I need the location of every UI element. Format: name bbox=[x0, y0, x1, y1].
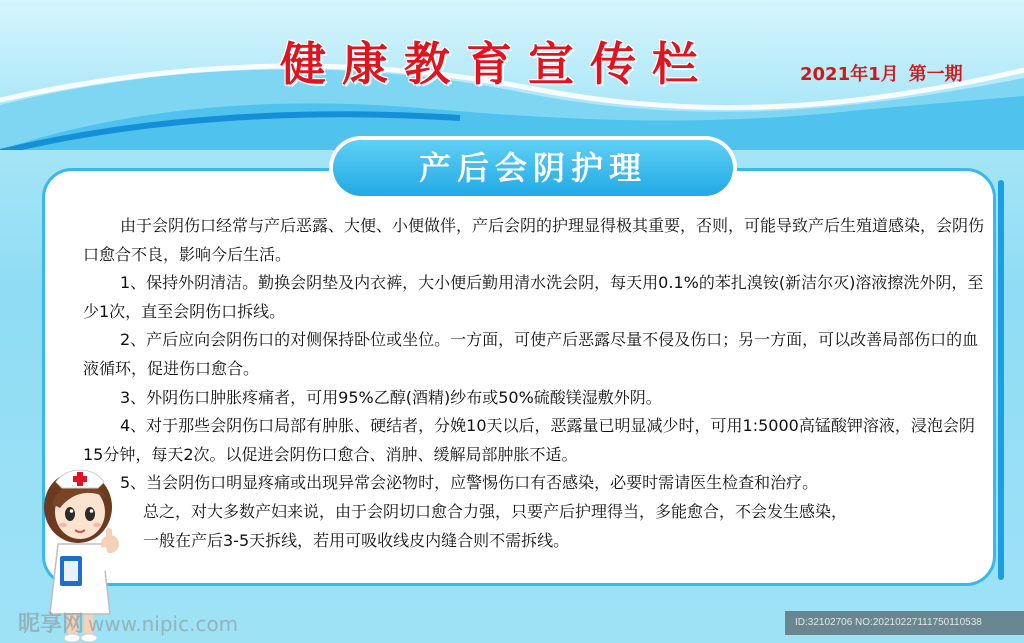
image-id-bar: ID:32102706 NO:20210227111750110538 bbox=[785, 611, 1024, 635]
summary-line: 一般在产后3-5天拆线，若用可吸收线皮内缝合则不需拆线。 bbox=[143, 530, 570, 550]
watermark bbox=[18, 607, 238, 638]
list-item: 5、当会阴伤口明显疼痛或出现异常会泌物时，应警惕伤口有否感染，必要时需请医生检查和治疗。 bbox=[120, 473, 819, 493]
issue-number: 第一期 bbox=[908, 64, 963, 85]
page-title: 健康教育宣传栏 bbox=[280, 37, 714, 91]
issue-date: 2021年1月 bbox=[800, 64, 899, 85]
list-item: 2、产后应向会阴伤口的对侧保持卧位或坐位。一方面，可使产后恶露尽量不侵及伤口；另一方面，可以改善局部伤口的血液循环，促进伤口愈合。 bbox=[83, 330, 979, 378]
header-banner bbox=[0, 0, 1024, 150]
issue-info bbox=[800, 60, 973, 86]
watermark-url: www.nipic.com bbox=[88, 612, 239, 636]
intro-paragraph: 由于会阴伤口经常与产后恶露、大便、小便做伴，产后会阴的护理显得极其重要，否则，可能导致产后生殖道感染，会阴伤口愈合不良，影响今后生活。 bbox=[83, 216, 985, 264]
section-subtitle: 产后会阴护理 bbox=[333, 140, 733, 196]
watermark-logo: 昵享网 bbox=[18, 612, 85, 637]
summary-line: 总之，对大多数产妇来说，由于会阴切口愈合力强，只要产后护理得当，多能愈合，不会发生感染， bbox=[143, 501, 848, 521]
panel-accent-bar bbox=[998, 180, 1004, 580]
list-item: 4、对于那些会阴伤口局部有肿胀、硬结者，分娩10天以后，恶露量已明显减少时，可用1:5000高锰酸钾溶液，浸泡会阴15分钟，每天2次。以促进会阴伤口愈合、消肿、缓解局部肿胀不适。 bbox=[83, 416, 975, 464]
list-item: 1、保持外阴清洁。勤换会阴垫及内衣裤，大小便后勤用清水洗会阴，每天用0.1%的苯扎溴铵(新洁尔灭)溶液擦洗外阴，至少1次，直至会阴伤口拆线。 bbox=[83, 273, 984, 321]
article-body bbox=[83, 212, 988, 555]
list-item: 3、外阴伤口肿胀疼痛者，可用95%乙醇(酒精)纱布或50%硫酸镁湿敷外阴。 bbox=[120, 387, 662, 407]
